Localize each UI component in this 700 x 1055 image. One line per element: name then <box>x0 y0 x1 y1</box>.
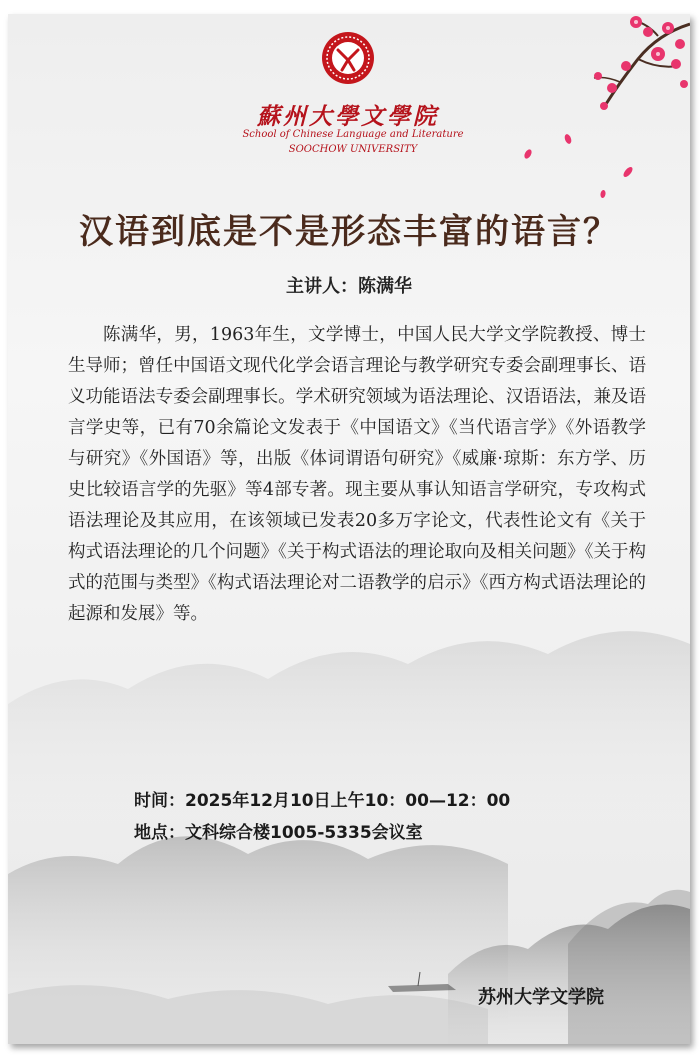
lecture-title: 汉语到底是不是形态丰富的语言？ <box>79 212 619 252</box>
plum-blossom-branch <box>508 14 690 214</box>
lecture-location: 地点：文科综合楼1005-5335会议室 <box>134 823 423 843</box>
speaker-line: 主讲人：陈满华 <box>286 276 412 297</box>
speaker-biography: 陈满华，男，1963年生，文学博士，中国人民大学文学院教授、博士生导师；曾任中国语文现代化学会语言理论与教学研究专委会副理事长、语义功能语法专委会副理事长。学术研究领域为语法理论、汉语语法，兼及语言学史等，已有70余篇论文发表于《中国语文》《当代语言学》《外语教学与研究》《外国语》等，出版《体词谓语句研究》《威廉·琼斯：东方学、历史比较语言学的先驱》等4部专著。现主要从事认知语言学研究，专攻构式语法理论及其应用，在该领域已发表20多万字论文，代表性论文有《关于构式语法理论的几个问题》《关于构式语法的理论取向及相关问题》《关于构式的范围与类型》《构式语法理论对二语教学的启示》《西方构式语法理论的起源和发展》等。 <box>68 325 646 624</box>
university-logo <box>320 30 376 86</box>
university-name-english: SOOCHOW UNIVERSITY <box>288 144 418 155</box>
school-name-english: School of Chinese Language and Literature <box>242 129 464 140</box>
school-name-chinese: 蘇州大學文學院 <box>257 103 439 130</box>
lecture-poster <box>8 14 690 1044</box>
lecture-time: 时间：2025年12月10日上午10：00—12：00 <box>134 791 511 811</box>
organizer-name: 苏州大学文学院 <box>478 987 604 1008</box>
